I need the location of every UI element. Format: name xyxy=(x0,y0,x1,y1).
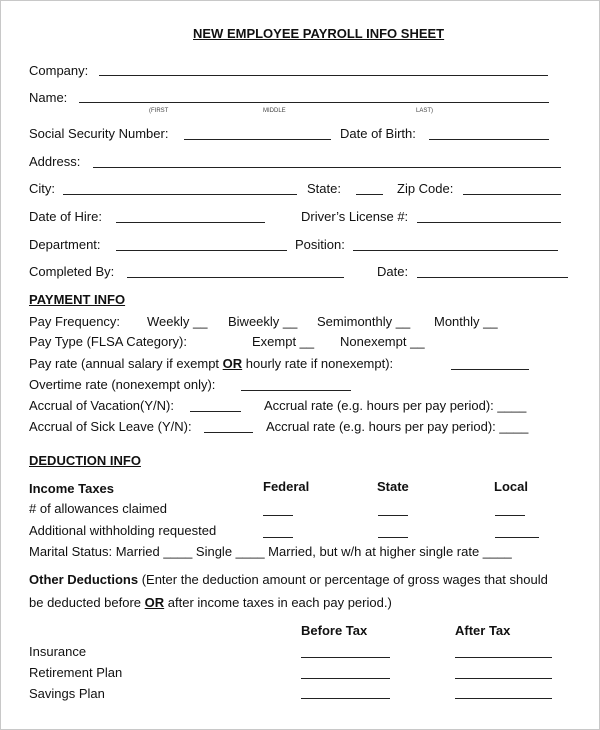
type-nonexempt[interactable]: Nonexempt __ xyxy=(340,334,425,349)
allowances-state[interactable] xyxy=(378,515,408,516)
freq-semimonthly[interactable]: Semimonthly __ xyxy=(317,314,411,329)
pay-rate-or: OR xyxy=(222,356,243,371)
department-label: Department: xyxy=(29,237,101,252)
zip-label: Zip Code: xyxy=(397,181,454,196)
address-label: Address: xyxy=(29,154,81,169)
other-deductions-line2 xyxy=(29,595,392,611)
type-exempt[interactable]: Exempt __ xyxy=(252,334,315,349)
vacation-label: Accrual of Vacation(Y/N): xyxy=(29,398,174,413)
address-field[interactable] xyxy=(93,167,561,168)
allowances-local[interactable] xyxy=(495,515,525,516)
hire-date-label: Date of Hire: xyxy=(29,209,102,224)
overtime-label: Overtime rate (nonexempt only): xyxy=(29,377,216,392)
freq-weekly[interactable]: Weekly __ xyxy=(147,314,208,329)
retirement-label: Retirement Plan xyxy=(29,665,123,680)
other-line2-a: be deducted before xyxy=(29,595,145,610)
payment-heading: PAYMENT INFO xyxy=(29,292,126,307)
freq-biweekly[interactable]: Biweekly __ xyxy=(228,314,298,329)
local-column: Local xyxy=(494,479,528,494)
form-title: NEW EMPLOYEE PAYROLL INFO SHEET xyxy=(193,26,445,41)
after-tax-column: After Tax xyxy=(455,623,511,638)
completed-by-field[interactable] xyxy=(127,277,344,278)
vacation-accrual-rate[interactable]: Accrual rate (e.g. hours per pay period): ____ xyxy=(264,398,527,413)
federal-column: Federal xyxy=(263,479,310,494)
last-hint: LAST) xyxy=(416,108,434,114)
pay-rate-text-a: Pay rate (annual salary if exempt xyxy=(29,356,223,371)
other-line2-b: after income taxes in each pay period.) xyxy=(164,595,392,610)
completed-by-label: Completed By: xyxy=(29,264,115,279)
sick-accrual-rate[interactable]: Accrual rate (e.g. hours per pay period): ____ xyxy=(266,419,529,434)
pay-type-label: Pay Type (FLSA Category): xyxy=(29,334,187,349)
retirement-before-tax[interactable] xyxy=(301,678,390,679)
other-deductions-text: (Enter the deduction amount or percentage of gross wages that should xyxy=(138,572,548,587)
date-field[interactable] xyxy=(417,277,568,278)
pay-rate-field[interactable] xyxy=(451,369,529,370)
ssn-label: Social Security Number: xyxy=(29,126,169,141)
pay-rate-label xyxy=(29,356,393,372)
first-hint: (FIRST xyxy=(149,108,169,114)
withholding-state[interactable] xyxy=(378,537,408,538)
license-field[interactable] xyxy=(417,222,561,223)
state-label: State: xyxy=(307,181,341,196)
retirement-after-tax[interactable] xyxy=(455,678,552,679)
other-deductions-line1 xyxy=(29,572,548,588)
city-field[interactable] xyxy=(63,194,297,195)
name-label: Name: xyxy=(29,90,68,105)
state-column: State xyxy=(377,479,409,494)
insurance-label: Insurance xyxy=(29,644,87,659)
date-label: Date: xyxy=(377,264,409,279)
vacation-field[interactable] xyxy=(190,411,241,412)
allowances-federal[interactable] xyxy=(263,515,293,516)
pay-rate-text-b: hourly rate if nonexempt): xyxy=(242,356,394,371)
middle-hint: MIDDLE xyxy=(263,108,286,114)
freq-monthly[interactable]: Monthly __ xyxy=(434,314,498,329)
hire-date-field[interactable] xyxy=(116,222,265,223)
withholding-federal[interactable] xyxy=(263,537,293,538)
ssn-field[interactable] xyxy=(184,139,331,140)
withholding-label: Additional withholding requested xyxy=(29,523,217,538)
allowances-label: # of allowances claimed xyxy=(29,501,168,516)
overtime-field[interactable] xyxy=(241,390,351,391)
dob-field[interactable] xyxy=(429,139,549,140)
savings-before-tax[interactable] xyxy=(301,698,390,699)
marital-status[interactable]: Marital Status: Married ____ Single ____ Married, but w/h at higher single rate ____ xyxy=(29,544,512,559)
deduction-heading: DEDUCTION INFO xyxy=(29,453,141,468)
sick-label: Accrual of Sick Leave (Y/N): xyxy=(29,419,192,434)
name-field[interactable] xyxy=(79,102,549,103)
savings-label: Savings Plan xyxy=(29,686,105,701)
company-field[interactable] xyxy=(99,75,548,76)
city-label: City: xyxy=(29,181,55,196)
position-field[interactable] xyxy=(353,250,558,251)
income-taxes-label: Income Taxes xyxy=(29,481,115,496)
dob-label: Date of Birth: xyxy=(340,126,416,141)
position-label: Position: xyxy=(295,237,345,252)
license-label: Driver’s License #: xyxy=(301,209,409,224)
pay-frequency-label: Pay Frequency: xyxy=(29,314,121,329)
other-deductions-label: Other Deductions xyxy=(29,572,139,587)
department-field[interactable] xyxy=(116,250,287,251)
before-tax-column: Before Tax xyxy=(301,623,368,638)
zip-field[interactable] xyxy=(463,194,561,195)
insurance-after-tax[interactable] xyxy=(455,657,552,658)
other-line2-or: OR xyxy=(144,595,165,610)
savings-after-tax[interactable] xyxy=(455,698,552,699)
state-field[interactable] xyxy=(356,194,383,195)
insurance-before-tax[interactable] xyxy=(301,657,390,658)
sick-field[interactable] xyxy=(204,432,253,433)
withholding-local[interactable] xyxy=(495,537,539,538)
company-label: Company: xyxy=(29,63,89,78)
